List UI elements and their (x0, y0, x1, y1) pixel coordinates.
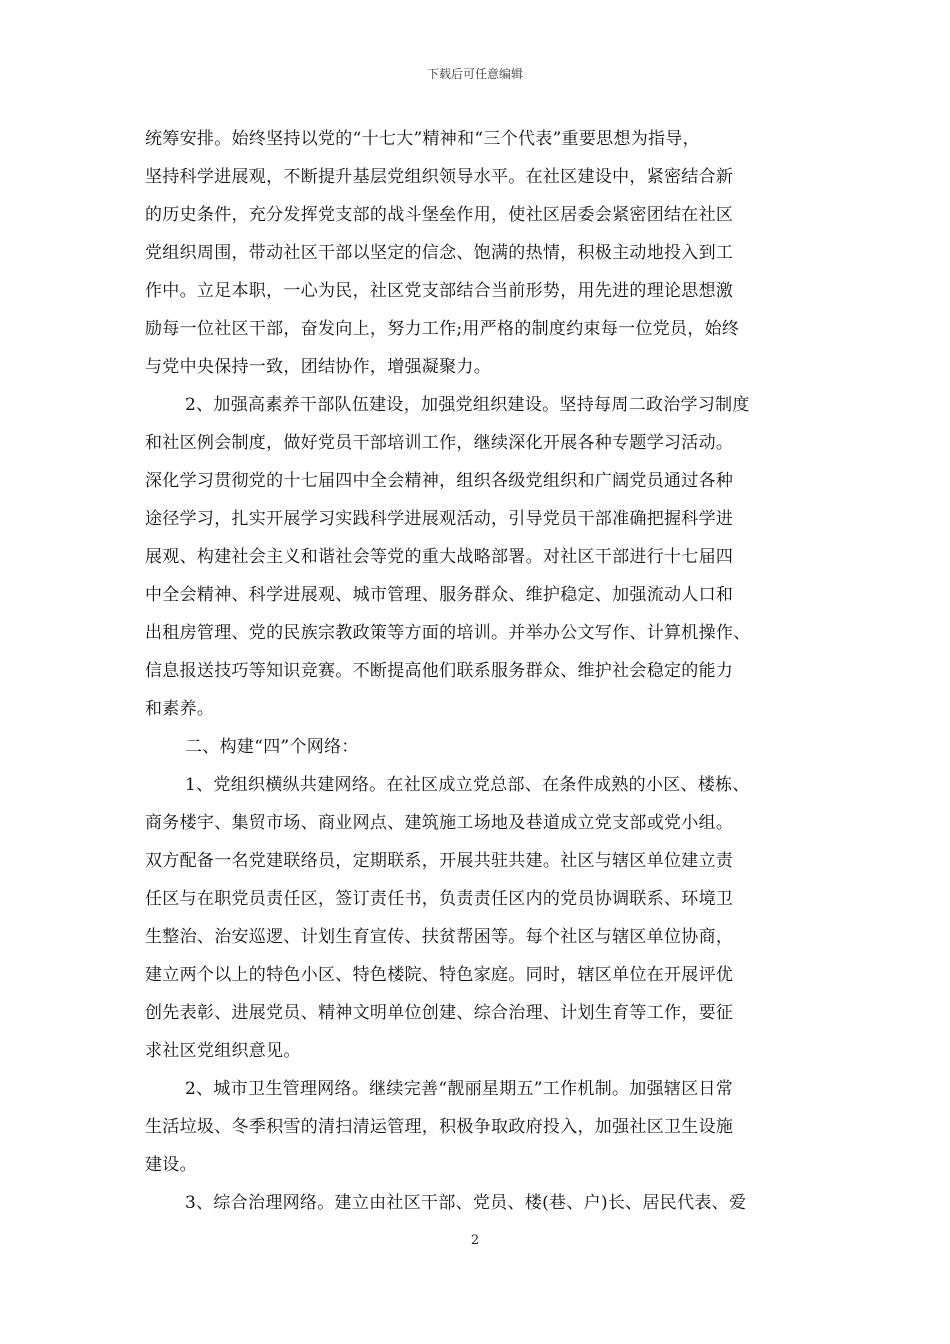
text-line: 中全会精神、科学进展观、城市管理、服务群众、维护稳定、加强流动人口和 (145, 585, 734, 605)
text-line: 与党中央保持一致，团结协作，增强凝聚力。 (145, 357, 491, 377)
paragraph-start-line: 1、党组织横纵共建网络。在社区成立党总部、在条件成熟的小区、楼栋、 (185, 775, 750, 795)
text-line: 和素养。 (145, 699, 215, 719)
text-line: 出租房管理、党的民族宗教政策等方面的培训。并举办公文写作、计算机操作、 (145, 623, 751, 643)
text-line: 双方配备一名党建联络员，定期联系，开展共驻共建。社区与辖区单位建立责 (145, 851, 734, 871)
text-line: 统筹安排。始终坚持以党的“十七大”精神和“三个代表”重要思想为指导， (145, 129, 700, 149)
text-line: 信息报送技巧等知识竞赛。不断提高他们联系服务群众、维护社会稳定的能力 (145, 661, 734, 681)
text-line: 和社区例会制度，做好党员干部培训工作，继续深化开展各种专题学习活动。 (145, 433, 734, 453)
document-body (145, 120, 805, 1222)
paragraph-start-line: 3、综合治理网络。建立由社区干部、党员、楼(巷、户)长、居民代表、爱 (185, 1193, 747, 1213)
text-line: 展观、构建社会主义和谐社会等党的重大战略部署。对社区干部进行十七届四 (145, 547, 734, 567)
text-line: 生活垃圾、冬季积雪的清扫清运管理，积极争取政府投入，加强社区卫生设施 (145, 1117, 734, 1137)
text-line: 创先表彰、进展党员、精神文明单位创建、综合治理、计划生育等工作，要征 (145, 1003, 734, 1023)
text-line: 坚持科学进展观，不断提升基层党组织领导水平。在社区建设中，紧密结合新 (145, 167, 734, 187)
text-line: 途径学习，扎实开展学习实践科学进展观活动，引导党员干部准确把握科学进 (145, 509, 734, 529)
text-line: 党组织周围，带动社区干部以坚定的信念、饱满的热情，积极主动地投入到工 (145, 243, 734, 263)
text-line: 建设。 (145, 1155, 197, 1175)
paragraph-start-line: 2、加强高素养干部队伍建设，加强党组织建设。坚持每周二政治学习制度 (185, 395, 750, 415)
text-line: 求社区党组织意见。 (145, 1041, 301, 1061)
text-line: 的历史条件，充分发挥党支部的战斗堡垒作用，使社区居委会紧密团结在社区 (145, 205, 734, 225)
text-line: 任区与在职党员责任区，签订责任书，负责责任区内的党员协调联系、环境卫 (145, 889, 734, 909)
text-line: 深化学习贯彻党的十七届四中全会精神，组织各级党组织和广阔党员通过各种 (145, 471, 734, 491)
text-line: 商务楼宇、集贸市场、商业网点、建筑施工场地及巷道成立党支部或党小组。 (145, 813, 734, 833)
text-line: 生整治、治安巡逻、计划生育宣传、扶贫帮困等。每个社区与辖区单位协商， (145, 927, 734, 947)
page-header: 下载后可任意编辑 (426, 67, 523, 81)
page-number: 2 (470, 1233, 480, 1248)
text-line: 建立两个以上的特色小区、特色楼院、特色家庭。同时，辖区单位在开展评优 (145, 965, 734, 985)
text-line: 励每一位社区干部，奋发向上，努力工作;用严格的制度约束每一位党员，始终 (145, 319, 740, 339)
section-heading: 二、构建“四”个网络： (185, 737, 359, 757)
text-line: 作中。立足本职，一心为民，社区党支部结合当前形势，用先进的理论思想激 (145, 281, 734, 301)
paragraph-start-line: 2、城市卫生管理网络。继续完善“靓丽星期五”工作机制。加强辖区日常 (185, 1079, 734, 1099)
